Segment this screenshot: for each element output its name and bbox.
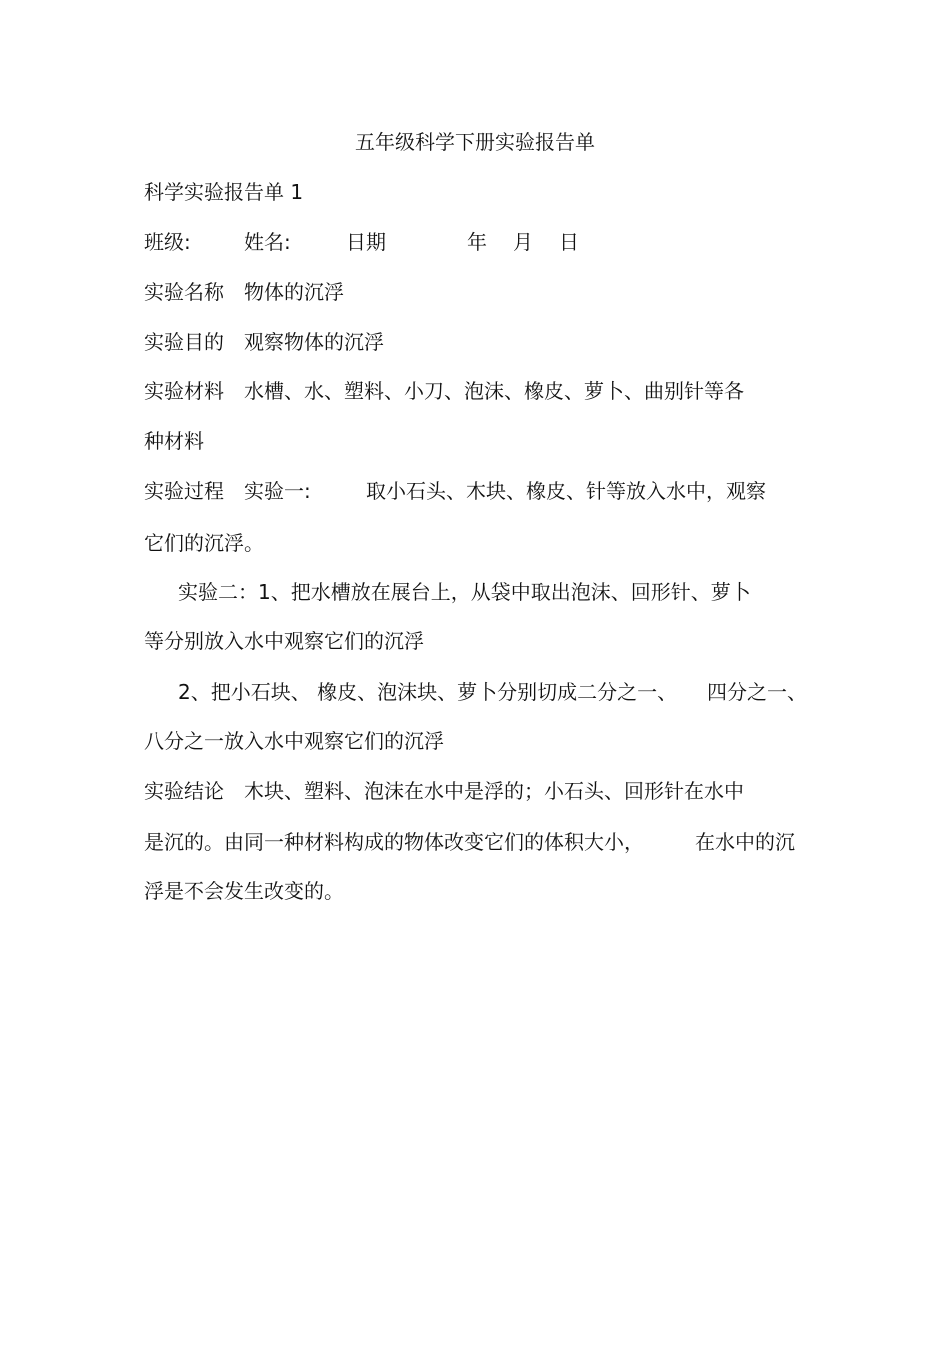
- experiment-name-row: [144, 278, 544, 306]
- experiment-name-value: 物体的沉浮: [244, 280, 344, 304]
- experiment-conclusion-label: 实验结论: [144, 779, 224, 803]
- experiment-one-label: 实验一:: [244, 479, 311, 503]
- experiment-purpose-row: [144, 328, 544, 356]
- experiment-conclusion-text-two: 是沉的。由同一种材料构成的物体改变它们的体积大小，: [144, 830, 644, 854]
- experiment-materials-row: [144, 377, 804, 405]
- experiment-two-step-two: [178, 678, 818, 706]
- experiment-conclusion-text-two-end: 在水中的沉: [695, 830, 795, 854]
- name-label: 姓名:: [244, 230, 291, 254]
- experiment-process-row: [144, 477, 804, 505]
- day-label: 日: [559, 230, 579, 254]
- experiment-two-step-two-continuation: 八分之一放入水中观察它们的沉浮: [144, 729, 444, 753]
- experiment-conclusion-text: 木块、塑料、泡沫在水中是浮的；小石头、回形针在水中: [244, 779, 744, 803]
- experiment-two-step-two-text: 2、把小石块、 橡皮、泡沫块、萝卜分别切成二分之一、: [178, 680, 678, 704]
- experiment-purpose-label: 实验目的: [144, 330, 224, 354]
- experiment-conclusion-line-three: 浮是不会发生改变的。: [144, 879, 344, 903]
- experiment-materials-value: 水槽、水、塑料、小刀、泡沫、橡皮、萝卜、曲别针等各: [244, 379, 744, 403]
- info-row: [144, 228, 604, 256]
- experiment-one-continuation: 它们的沉浮。: [144, 531, 264, 555]
- class-label: 班级:: [144, 230, 191, 254]
- date-label: 日期: [346, 230, 386, 254]
- experiment-two-step-one: 实验二：1、把水槽放在展台上，从袋中取出泡沫、回形针、萝卜: [178, 580, 751, 604]
- year-label: 年: [467, 230, 487, 254]
- report-heading: 科学实验报告单 1: [144, 180, 304, 204]
- experiment-materials-continuation: 种材料: [144, 429, 204, 453]
- experiment-conclusion-row: [144, 777, 804, 805]
- experiment-purpose-value: 观察物体的沉浮: [244, 330, 384, 354]
- experiment-materials-label: 实验材料: [144, 379, 224, 403]
- experiment-conclusion-line-two: [144, 828, 804, 856]
- experiment-process-label: 实验过程: [144, 479, 224, 503]
- document-title: 五年级科学下册实验报告单: [355, 130, 595, 154]
- experiment-one-text: 取小石头、木块、橡皮、针等放入水中，观察: [366, 479, 766, 503]
- month-label: 月: [513, 230, 533, 254]
- experiment-two-step-two-fraction: 四分之一、: [707, 680, 807, 704]
- experiment-two-step-one-continuation: 等分别放入水中观察它们的沉浮: [144, 629, 424, 653]
- experiment-name-label: 实验名称: [144, 280, 224, 304]
